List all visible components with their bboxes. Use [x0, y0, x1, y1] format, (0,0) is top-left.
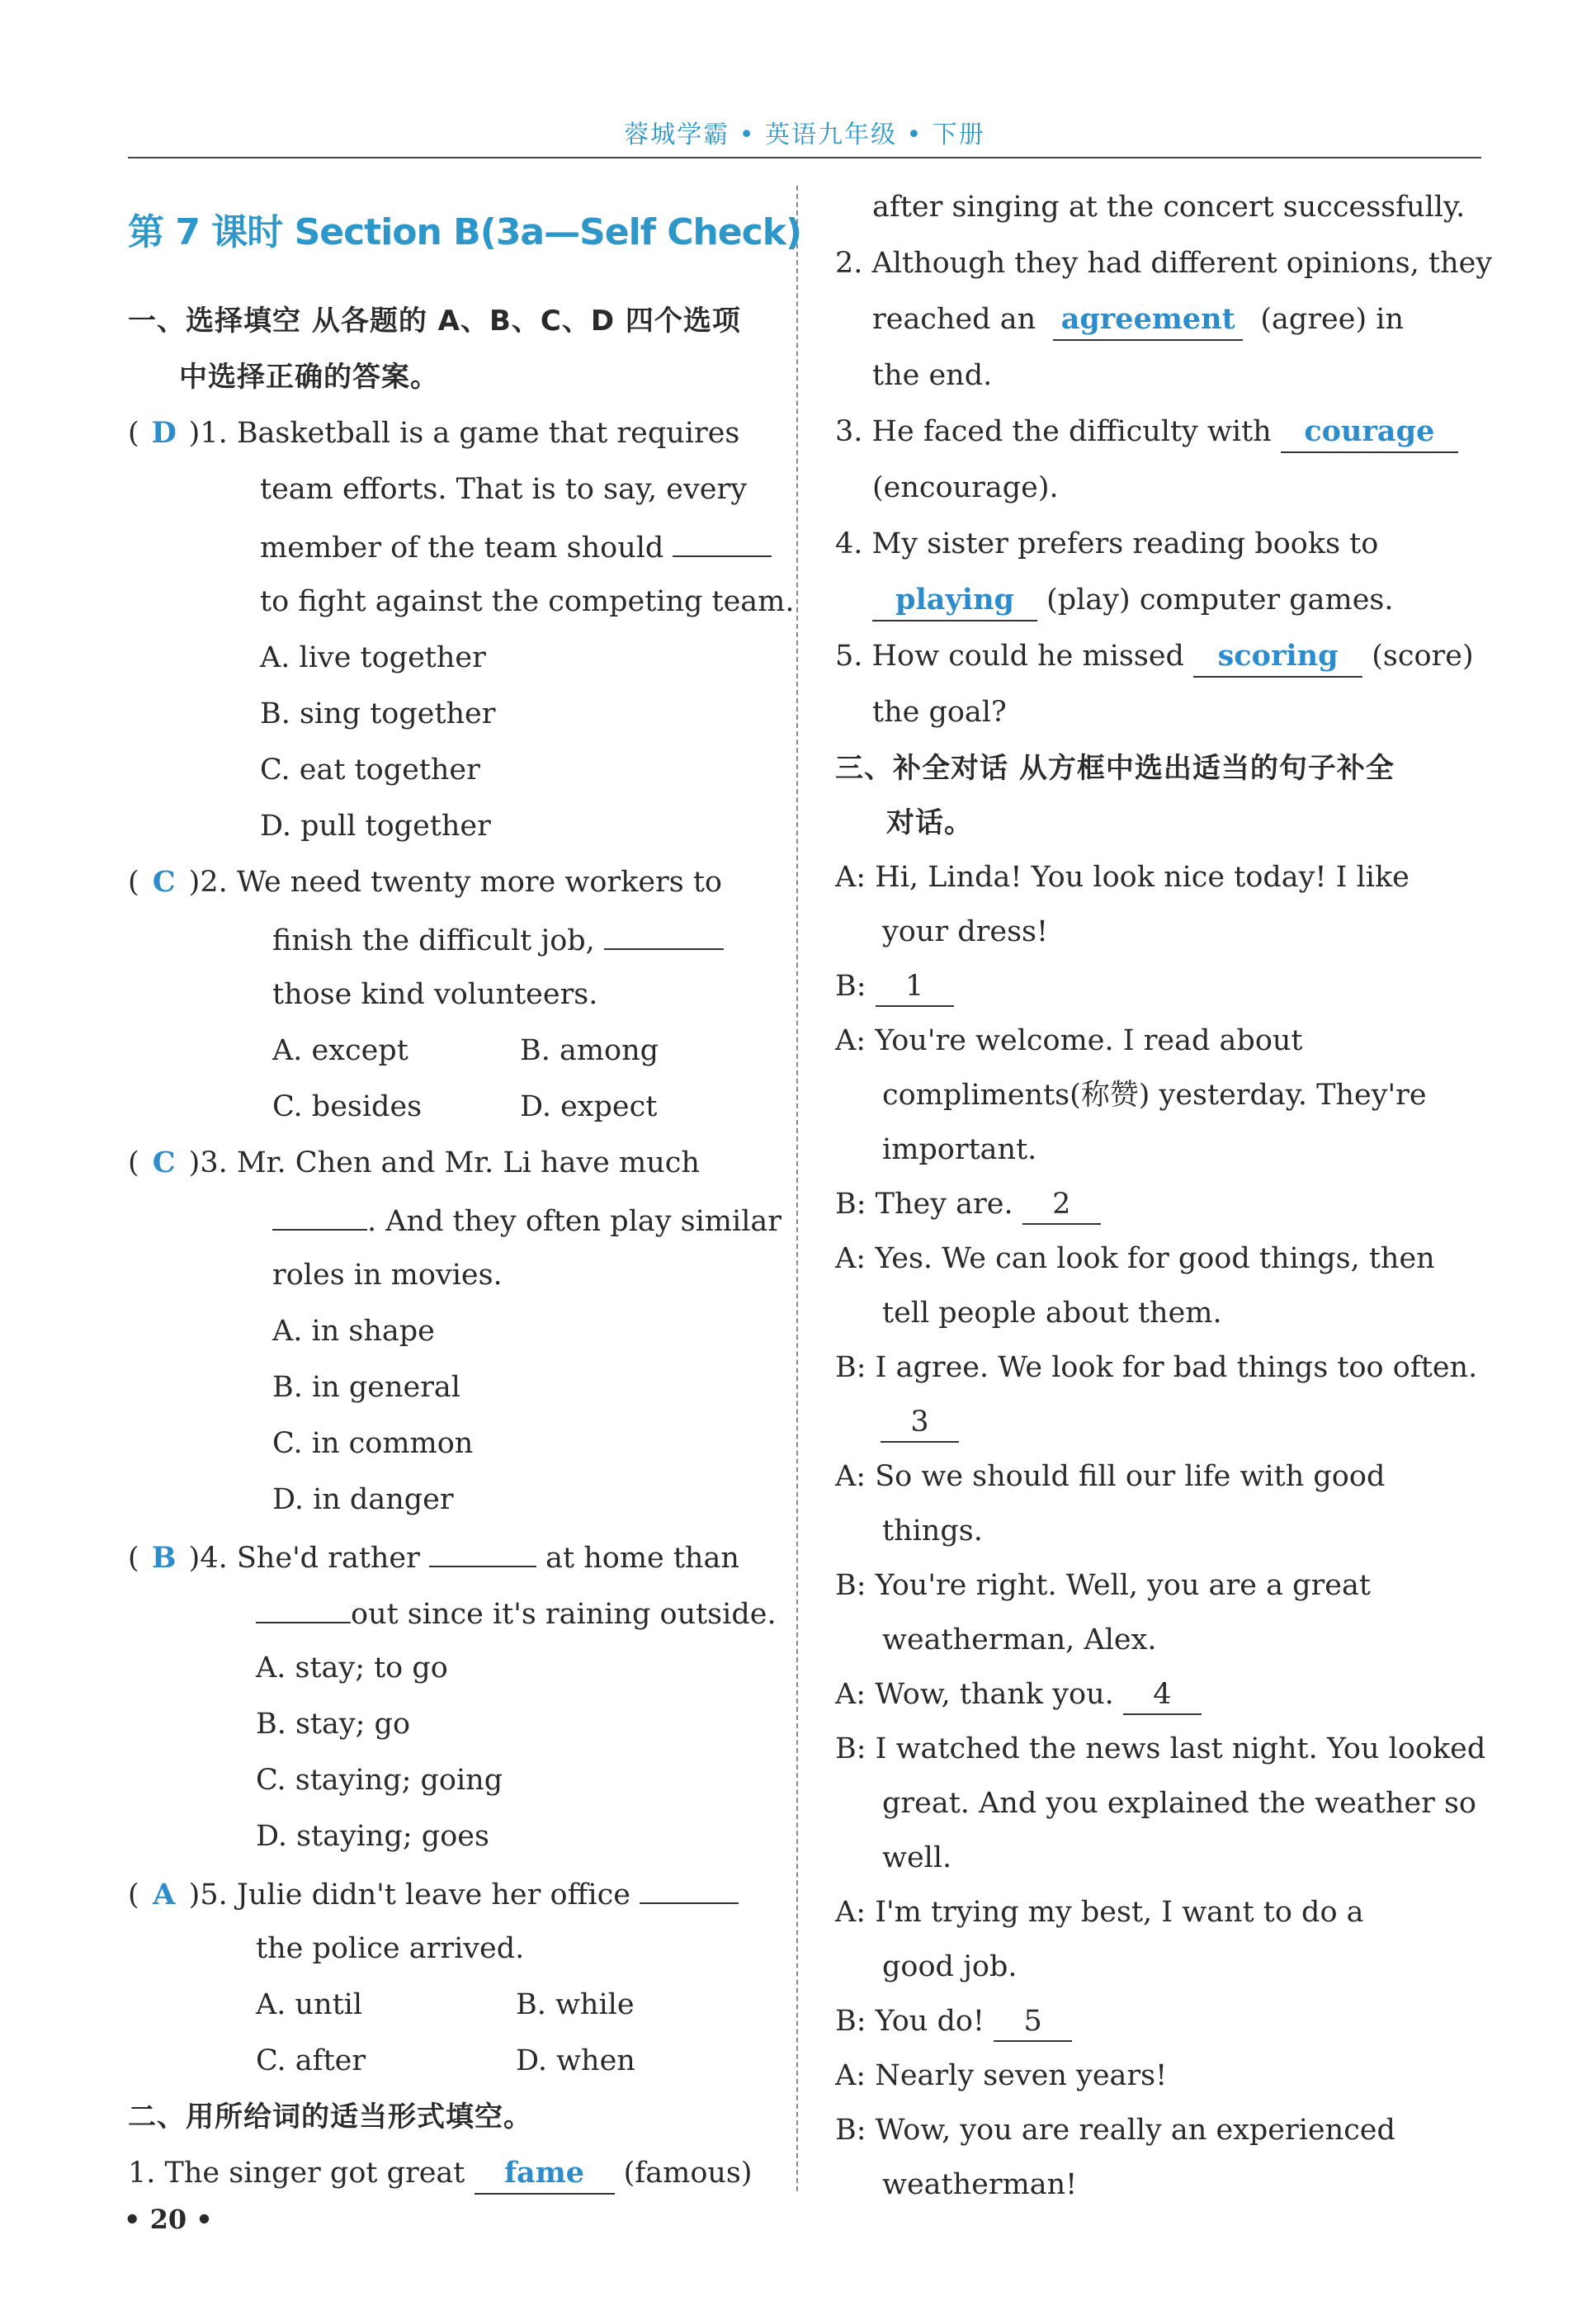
q3-line1: 3. Mr. Chen and Mr. Li have much — [200, 1146, 700, 1179]
p2-q3-answer: courage — [1281, 412, 1458, 453]
q1-line2: team efforts. That is to say, every — [260, 473, 748, 506]
q2-line2 — [272, 910, 724, 969]
dialog-10-line2: great. And you explained the weather so — [882, 1787, 1476, 1820]
dialog-11-line2: good job. — [882, 1950, 1018, 1983]
q3-line3: roles in movies. — [272, 1259, 503, 1292]
dialog-blank-3: 3 — [881, 1403, 959, 1443]
p2-q5-line1 — [835, 628, 1474, 684]
dialog-13: A: Nearly seven years! — [835, 2059, 1168, 2092]
q5-line2: the police arrived. — [256, 1932, 525, 1965]
q1-line4: to fight against the competing team. — [260, 585, 795, 618]
dialog-14-line1: B: Wow, you are really an experienced — [835, 2114, 1395, 2147]
answer-4: B — [151, 1541, 177, 1575]
dialog-blank-2: 2 — [1022, 1185, 1101, 1225]
header-text: 蓉城学霸 • 英语九年级 • 下册 — [624, 120, 985, 149]
answer-1: D — [151, 416, 177, 450]
q5-option-b: B. while — [516, 1988, 635, 2021]
dialog-blank-5: 5 — [994, 2002, 1072, 2042]
q1-line3 — [260, 517, 772, 576]
dialog-blank-1: 1 — [876, 967, 954, 1007]
q2-line1: 2. We need twenty more workers to — [200, 866, 722, 899]
part1-title-line2: 中选择正确的答案。 — [179, 361, 439, 394]
dialog-4 — [835, 1176, 1101, 1232]
dialog-9 — [835, 1666, 1202, 1722]
p2-q1-line2: after singing at the concert successfully. — [872, 191, 1466, 224]
answer-5: A — [153, 1878, 176, 1911]
p2-q4-answer: playing — [872, 580, 1037, 621]
page-number: • 20 • — [124, 2204, 213, 2235]
q2-option-d: D. expect — [520, 1090, 658, 1123]
p2-q2-answer: agreement — [1053, 300, 1243, 341]
q5-option-a: A. until — [256, 1988, 363, 2021]
q3-line2 — [272, 1191, 781, 1250]
part1-title-line1: 一、选择填空 从各题的 A、B、C、D 四个选项 — [128, 305, 741, 338]
q4-option-c: C. staying; going — [256, 1764, 503, 1797]
p2-q3-text: 3. He faced the difficulty with — [835, 415, 1272, 448]
q3-option-c: C. in common — [272, 1427, 474, 1460]
p2-q1-answer: fame — [475, 2153, 615, 2195]
part3-title-line1: 三、补全对话 从方框中选出适当的句子补全 — [835, 752, 1395, 785]
p2-q5-hint: (score) — [1372, 640, 1474, 673]
dialog-6-line2 — [881, 1394, 959, 1450]
dialog-3-line2: compliments(称赞) yesterday. They're — [882, 1079, 1427, 1112]
p2-q1-text: 1. The singer got great — [128, 2157, 465, 2190]
dialog-7-line1: A: So we should fill our life with good — [835, 1460, 1386, 1493]
p2-q5-text: 5. How could he missed — [835, 640, 1184, 673]
p2-q1-hint: (famous) — [623, 2157, 753, 2190]
dialog-8-line1: B: You're right. Well, you are a great — [835, 1569, 1371, 1602]
answer-2: C — [152, 865, 176, 899]
q3-option-b: B. in general — [272, 1371, 460, 1404]
lesson-title: 第 7 课时 Section B(3a—Self Check) — [128, 211, 802, 253]
p2-q2-hint: (agree) in — [1260, 303, 1404, 336]
dialog-9-text: A: Wow, thank you. — [835, 1678, 1114, 1711]
p2-q2-line2 — [872, 291, 1480, 347]
question-2: ( C )2. We need twenty more workers to — [128, 854, 722, 910]
q5-blank — [640, 1864, 739, 1904]
question-5: ( A )5. Julie didn't leave her office — [128, 1864, 739, 1923]
answer-3: C — [152, 1146, 176, 1179]
q2-option-a: A. except — [272, 1034, 408, 1067]
q1-line1: 1. Basketball is a game that requires — [200, 417, 740, 450]
dialog-5-line2: tell people about them. — [882, 1297, 1222, 1330]
column-divider — [796, 186, 798, 2191]
q3-blank — [272, 1191, 367, 1231]
p2-q3-line2: (encourage). — [872, 471, 1059, 504]
dialog-6-line1: B: I agree. We look for bad things too often. — [835, 1351, 1478, 1384]
q1-line3-text: member of the team should — [260, 532, 664, 565]
p2-q2-line1: 2. Although they had different opinions, they — [835, 247, 1493, 280]
q4-blank-1 — [429, 1528, 536, 1567]
dialog-3-line1: A: You're welcome. I read about — [835, 1024, 1303, 1057]
dialog-blank-4: 4 — [1123, 1675, 1202, 1715]
part2-title: 二、用所给词的适当形式填空。 — [128, 2100, 532, 2134]
question-4: ( B )4. She'd rather at home than — [128, 1528, 739, 1586]
q2-line3: those kind volunteers. — [272, 978, 598, 1011]
q3-option-a: A. in shape — [272, 1315, 435, 1348]
dialog-10-line3: well. — [882, 1841, 952, 1874]
page-header — [128, 114, 1481, 158]
q1-option-c: C. eat together — [260, 754, 480, 787]
q1-option-d: D. pull together — [260, 810, 491, 843]
dialog-7-line2: things. — [882, 1514, 983, 1548]
q5-option-c: C. after — [256, 2044, 366, 2077]
q5-line1: 5. Julie didn't leave her office — [200, 1878, 630, 1911]
p2-q1-line1 — [128, 2145, 753, 2201]
dialog-14-line2: weatherman! — [882, 2168, 1078, 2201]
q4-line1a: 4. She'd rather — [200, 1542, 420, 1575]
q3-line2-text: . And they often play similar — [367, 1205, 781, 1238]
q2-line2-text: finish the difficult job, — [272, 924, 595, 957]
dialog-12-text: B: You do! — [835, 2005, 985, 2038]
dialog-2 — [835, 958, 954, 1014]
dialog-1-line1: A: Hi, Linda! You look nice today! I like — [835, 861, 1409, 894]
part3-title-line2: 对话。 — [886, 806, 973, 839]
q4-line2 — [256, 1584, 777, 1642]
dialog-4-text: B: They are. — [835, 1188, 1013, 1221]
dialog-12 — [835, 1993, 1072, 2049]
p2-q2-text: reached an — [872, 303, 1036, 336]
question-3: ( C )3. Mr. Chen and Mr. Li have much — [128, 1135, 700, 1191]
q4-line2-text: out since it's raining outside. — [351, 1598, 777, 1631]
dialog-2-speaker: B: — [835, 970, 866, 1003]
q4-line1b: at home than — [545, 1542, 739, 1575]
p2-q3-line1 — [835, 404, 1458, 460]
p2-q5-answer: scoring — [1193, 636, 1362, 678]
q1-option-b: B. sing together — [260, 697, 496, 730]
q4-option-b: B. stay; go — [256, 1708, 411, 1741]
dialog-1-line2: your dress! — [882, 915, 1049, 948]
p2-q4-line2 — [872, 572, 1394, 628]
q1-option-a: A. live together — [260, 641, 486, 674]
p2-q4-text: (play) computer games. — [1046, 584, 1394, 617]
q3-option-d: D. in danger — [272, 1483, 454, 1516]
q4-option-d: D. staying; goes — [256, 1820, 489, 1853]
dialog-8-line2: weatherman, Alex. — [882, 1623, 1157, 1656]
dialog-10-line1: B: I watched the news last night. You looked — [835, 1732, 1486, 1765]
q1-blank — [673, 517, 772, 557]
dialog-11-line1: A: I'm trying my best, I want to do a — [835, 1896, 1364, 1929]
q2-option-b: B. among — [520, 1034, 659, 1067]
q5-option-d: D. when — [516, 2044, 635, 2077]
q2-blank — [604, 910, 724, 950]
p2-q4-line1: 4. My sister prefers reading books to — [835, 527, 1379, 560]
p2-q2-line3: the end. — [872, 359, 993, 392]
q4-option-a: A. stay; to go — [256, 1652, 448, 1685]
question-1: ( D )1. Basketball is a game that requires — [128, 405, 739, 461]
dialog-5-line1: A: Yes. We can look for good things, then — [835, 1242, 1435, 1275]
dialog-3-line3: important. — [882, 1133, 1037, 1166]
q4-blank-2 — [256, 1584, 351, 1623]
q2-option-c: C. besides — [272, 1090, 423, 1123]
p2-q5-line2: the goal? — [872, 696, 1007, 729]
